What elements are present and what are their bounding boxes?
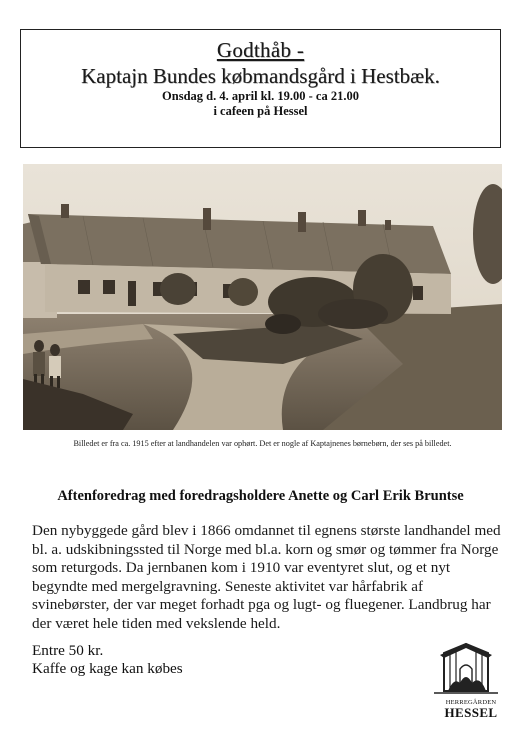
logo-brand-text: HERREGÅRDEN <box>445 699 497 706</box>
event-date: Onsdag d. 4. april kl. 19.00 - ca 21.00 <box>162 89 359 103</box>
refreshments-note: Kaffe og kage kan købes <box>32 660 183 677</box>
entry-price: Entre 50 kr. <box>32 642 104 659</box>
lecture-description <box>32 522 502 634</box>
lecture-title: Aftenforedrag med foredragsholdere Anette og Carl Erik Bruntse <box>57 488 464 504</box>
header-box <box>20 29 501 148</box>
description-paragraph: Den nybyggede gård blev i 1866 omdannet til egnens største landhandel med bl. a. udskibningssted til Norge med bl.a. korn og smør og tømmer fra Norge som returgods. Da jernbanen kom i 1910 var eventyret slut, og et nyt begyndte med mergelgravning. Seneste aktivitet var hårfabrik af svinebørster, der var meget forhadt pga og lugt- og fluegener. Landbrug har der været hele tiden med vekslende held. <box>32 522 501 632</box>
logo-place-text: HESSEL <box>444 705 498 720</box>
event-venue: i cafeen på Hessel <box>213 104 308 118</box>
photo-caption: Billedet er fra ca. 1915 efter at landhandelen var ophørt. Det er nogle af Kaptajnenes børnebørn, der ses på billedet. <box>73 439 452 448</box>
event-title: Godthåb - <box>216 38 305 62</box>
historic-farm-photo <box>23 164 502 430</box>
event-subtitle: Kaptajn Bundes købmandsgård i Hestbæk. <box>81 64 440 88</box>
